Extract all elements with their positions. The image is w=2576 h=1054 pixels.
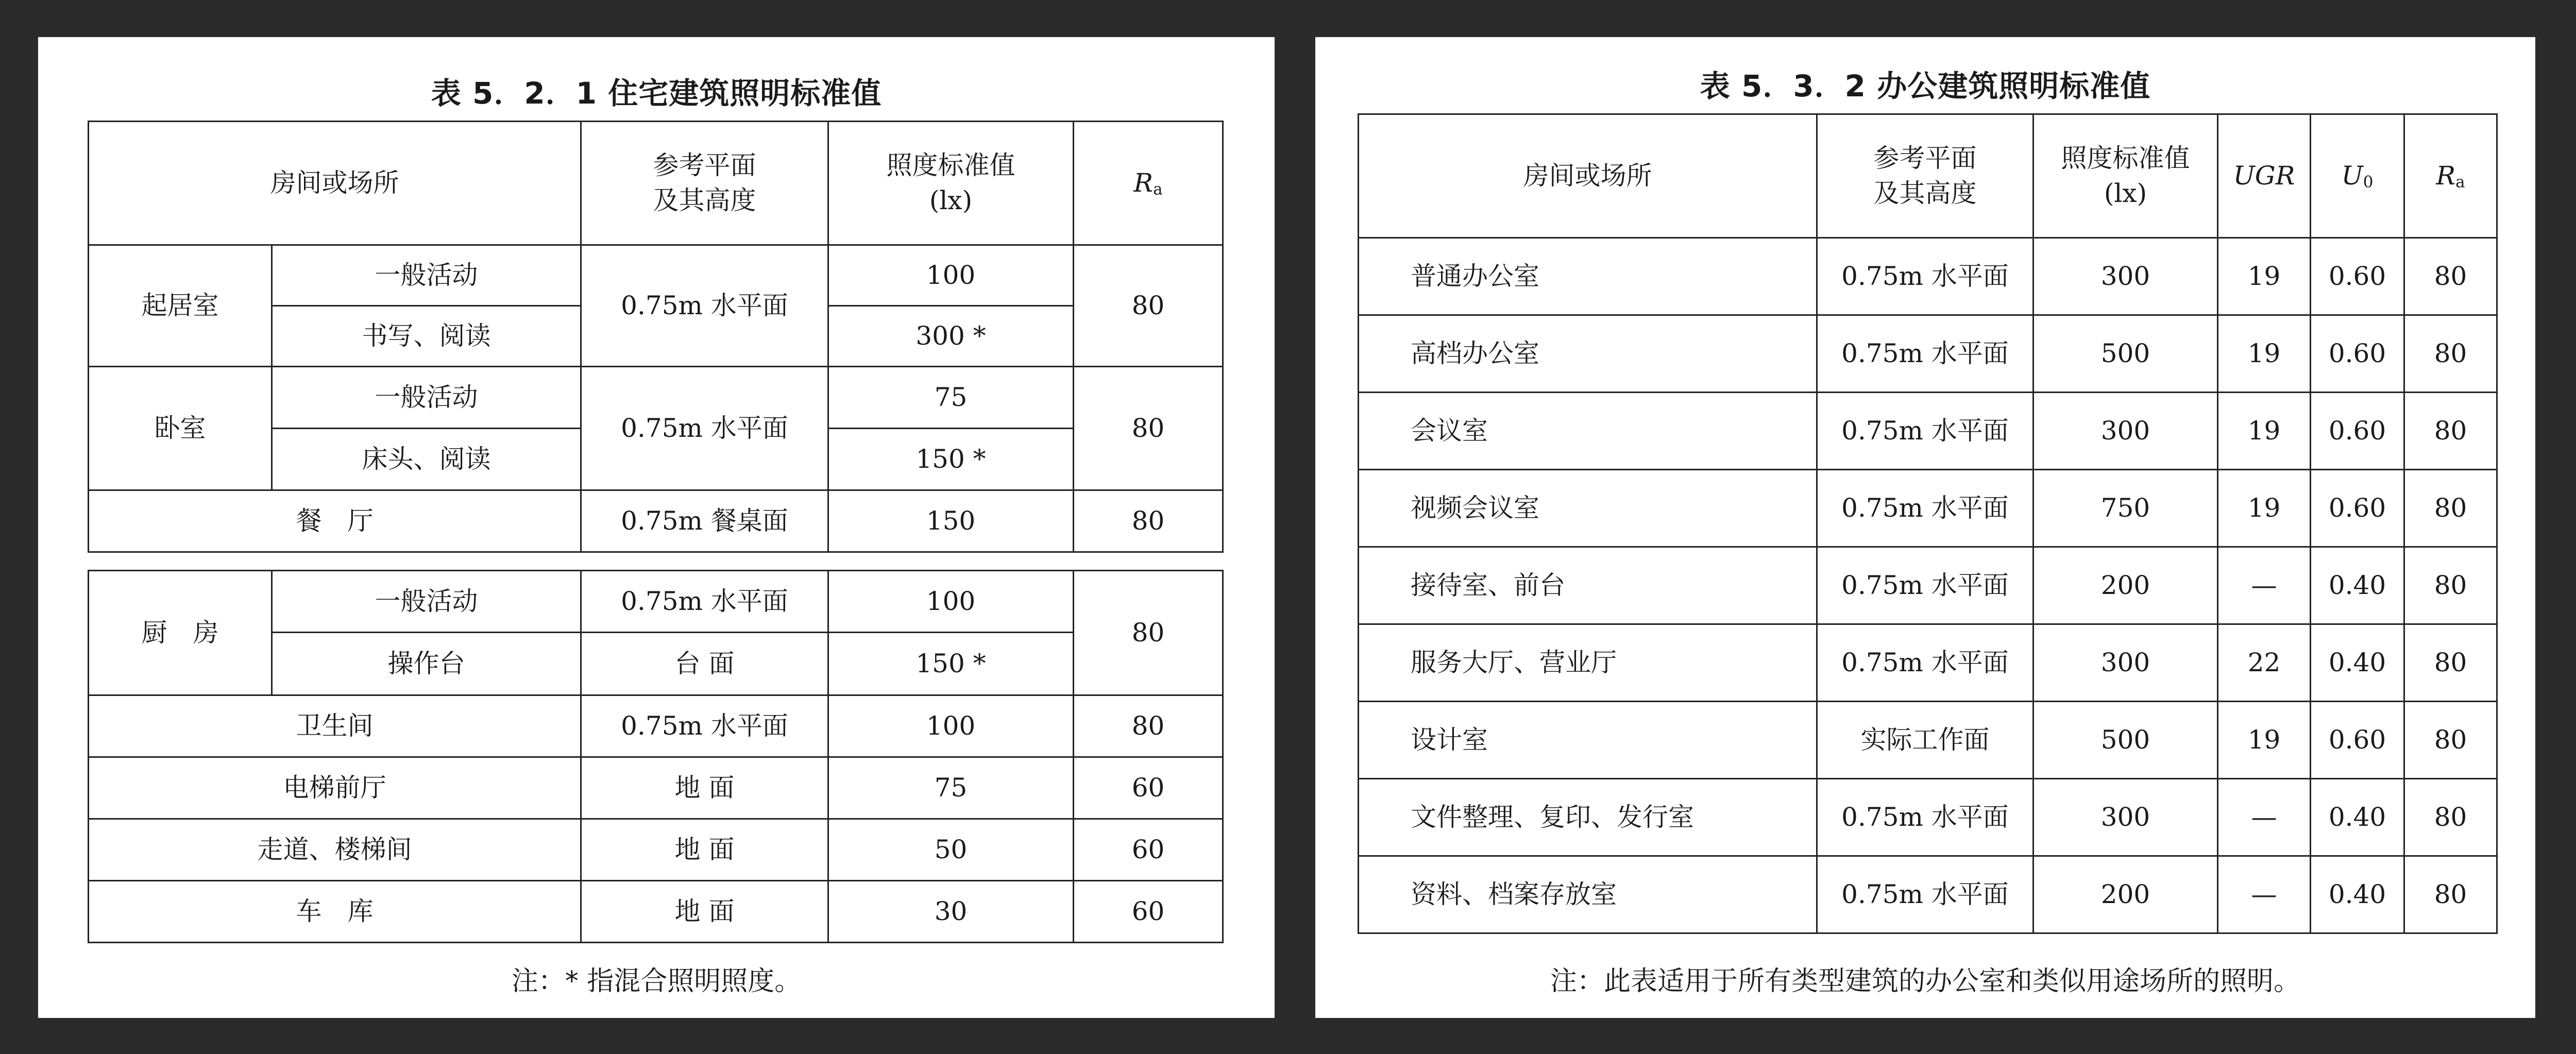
table-row (89, 571, 1223, 633)
reference-plane: 地 面 (581, 819, 828, 881)
header-row (1359, 114, 2497, 238)
header-lux-line1: 照度标准值 (2061, 143, 2190, 173)
room-name: 卧室 (89, 367, 272, 490)
room-name: 会议室 (1359, 393, 1817, 470)
lux-value: 300 (2033, 779, 2218, 856)
u0-symbol: U (2341, 160, 2363, 191)
table-row (89, 245, 1223, 306)
ra-value: 60 (1074, 757, 1223, 819)
reference-plane: 0.75m 水平面 (581, 367, 828, 490)
sub-room: 书写、阅读 (272, 306, 581, 367)
lux-value: 100 (828, 571, 1074, 633)
table-row (1359, 702, 2497, 779)
table-row (1359, 624, 2497, 702)
header-lux-line1: 照度标准值 (886, 150, 1015, 180)
ra-value: 80 (2404, 315, 2497, 393)
reference-plane: 0.75m 水平面 (581, 571, 828, 633)
ra-value: 80 (1074, 245, 1223, 367)
table-row (89, 757, 1223, 819)
lux-value: 300 (2033, 624, 2218, 702)
header-ugr: UGR (2218, 114, 2311, 238)
u0-value: 0.60 (2311, 702, 2404, 779)
reference-plane: 0.75m 水平面 (1817, 393, 2033, 470)
ra-value: 80 (2404, 238, 2497, 315)
ra-value: 80 (1074, 571, 1223, 695)
header-plane-line1: 参考平面 (653, 150, 756, 180)
room-name: 服务大厅、营业厅 (1359, 624, 1817, 702)
lux-value: 50 (828, 819, 1074, 881)
lux-value: 200 (2033, 856, 2218, 933)
ra-value: 80 (2404, 393, 2497, 470)
reference-plane: 0.75m 水平面 (581, 245, 828, 367)
header-lux (2033, 114, 2218, 238)
ugr-value: 19 (2218, 702, 2311, 779)
reference-plane: 0.75m 水平面 (1817, 238, 2033, 315)
residential-lighting-table (88, 121, 1224, 943)
header-ra (1074, 122, 1223, 245)
room-name: 车 库 (89, 881, 581, 943)
header-u0 (2311, 114, 2404, 238)
table-row (89, 819, 1223, 881)
sub-room: 床头、阅读 (272, 429, 581, 490)
sub-room: 一般活动 (272, 367, 581, 429)
u0-value: 0.40 (2311, 856, 2404, 933)
lux-value: 75 (828, 757, 1074, 819)
ra-value: 80 (1074, 367, 1223, 490)
reference-plane: 实际工作面 (1817, 702, 2033, 779)
header-room: 房间或场所 (89, 122, 581, 245)
table-row (89, 881, 1223, 943)
table-row (1359, 779, 2497, 856)
header-ra (2404, 114, 2497, 238)
header-lux-line2: (lx) (929, 185, 973, 215)
ra-value: 80 (1074, 490, 1223, 552)
room-name: 电梯前厅 (89, 757, 581, 819)
table-title: 表 5．2．1 住宅建筑照明标准值 (431, 76, 882, 111)
header-plane-line1: 参考平面 (1873, 143, 1977, 173)
u0-value: 0.60 (2311, 315, 2404, 393)
header-room: 房间或场所 (1359, 114, 1817, 238)
ugr-value: — (2218, 547, 2311, 624)
table-row (1359, 547, 2497, 624)
room-name: 接待室、前台 (1359, 547, 1817, 624)
lux-value: 100 (828, 695, 1074, 757)
ra-value: 80 (2404, 547, 2497, 624)
table-row (1359, 470, 2497, 547)
lux-value: 500 (2033, 315, 2218, 393)
lux-value: 500 (2033, 702, 2218, 779)
table-note: 注：此表适用于所有类型建筑的办公室和类似用途场所的照明。 (1550, 966, 2300, 997)
lux-value: 30 (828, 881, 1074, 943)
u0-value: 0.40 (2311, 779, 2404, 856)
header-row (89, 122, 1223, 245)
room-name: 文件整理、复印、发行室 (1359, 779, 1817, 856)
table-row (1359, 238, 2497, 315)
table-note: 注：* 指混合照明照度。 (511, 966, 802, 997)
office-lighting-panel (1315, 37, 2535, 1018)
ra-value: 80 (2404, 856, 2497, 933)
ra-value: 80 (1074, 695, 1223, 757)
lux-value: 150 * (828, 633, 1074, 695)
table-row (1359, 315, 2497, 393)
lux-value: 100 (828, 245, 1074, 306)
u0-value: 0.40 (2311, 547, 2404, 624)
office-lighting-table (1358, 113, 2498, 934)
reference-plane: 地 面 (581, 757, 828, 819)
header-plane-line2: 及其高度 (653, 185, 756, 215)
u0-value: 0.60 (2311, 393, 2404, 470)
ra-value: 80 (2404, 779, 2497, 856)
ra-value: 80 (2404, 470, 2497, 547)
ugr-value: 19 (2218, 393, 2311, 470)
reference-plane: 0.75m 水平面 (1817, 547, 2033, 624)
u0-subscript: 0 (2363, 173, 2374, 192)
table-row (1359, 856, 2497, 933)
ugr-value: — (2218, 779, 2311, 856)
sub-room: 一般活动 (272, 571, 581, 633)
u0-value: 0.40 (2311, 624, 2404, 702)
ra-subscript: a (2455, 173, 2465, 192)
u0-value: 0.60 (2311, 470, 2404, 547)
u0-value: 0.60 (2311, 238, 2404, 315)
reference-plane: 台 面 (581, 633, 828, 695)
header-plane (1817, 114, 2033, 238)
table-break (89, 552, 1223, 571)
room-name: 厨 房 (89, 571, 272, 695)
reference-plane: 0.75m 水平面 (1817, 779, 2033, 856)
lux-value: 150 * (828, 429, 1074, 490)
ra-subscript: a (1153, 180, 1163, 199)
room-name: 普通办公室 (1359, 238, 1817, 315)
reference-plane: 0.75m 水平面 (1817, 624, 2033, 702)
reference-plane: 0.75m 水平面 (1817, 856, 2033, 933)
reference-plane: 0.75m 水平面 (1817, 315, 2033, 393)
lux-value: 150 (828, 490, 1074, 552)
ugr-value: 19 (2218, 238, 2311, 315)
table-row (89, 695, 1223, 757)
lux-value: 300 (2033, 393, 2218, 470)
ra-value: 60 (1074, 881, 1223, 943)
residential-lighting-panel (38, 37, 1275, 1018)
header-plane-line2: 及其高度 (1873, 178, 1977, 208)
table-row (89, 367, 1223, 429)
lux-value: 750 (2033, 470, 2218, 547)
lux-value: 300 * (828, 306, 1074, 367)
ra-symbol: R (1133, 167, 1154, 198)
ra-value: 80 (2404, 624, 2497, 702)
sub-room: 操作台 (272, 633, 581, 695)
table-row (89, 490, 1223, 552)
reference-plane: 0.75m 水平面 (581, 695, 828, 757)
room-name: 高档办公室 (1359, 315, 1817, 393)
reference-plane: 地 面 (581, 881, 828, 943)
header-lux-line2: (lx) (2104, 178, 2147, 208)
ra-symbol: R (2436, 160, 2456, 191)
table-row (1359, 393, 2497, 470)
room-name: 走道、楼梯间 (89, 819, 581, 881)
room-name: 设计室 (1359, 702, 1817, 779)
room-name: 视频会议室 (1359, 470, 1817, 547)
table-break-cell (89, 552, 1223, 571)
room-name: 起居室 (89, 245, 272, 367)
header-plane (581, 122, 828, 245)
lux-value: 200 (2033, 547, 2218, 624)
reference-plane: 0.75m 水平面 (1817, 470, 2033, 547)
lux-value: 75 (828, 367, 1074, 429)
reference-plane: 0.75m 餐桌面 (581, 490, 828, 552)
ugr-value: — (2218, 856, 2311, 933)
room-name: 餐 厅 (89, 490, 581, 552)
sub-room: 一般活动 (272, 245, 581, 306)
room-name: 资料、档案存放室 (1359, 856, 1817, 933)
lux-value: 300 (2033, 238, 2218, 315)
ra-value: 60 (1074, 819, 1223, 881)
ra-value: 80 (2404, 702, 2497, 779)
ugr-value: 19 (2218, 470, 2311, 547)
ugr-value: 19 (2218, 315, 2311, 393)
table-title: 表 5．3．2 办公建筑照明标准值 (1700, 69, 2151, 104)
ugr-value: 22 (2218, 624, 2311, 702)
header-lux (828, 122, 1074, 245)
room-name: 卫生间 (89, 695, 581, 757)
